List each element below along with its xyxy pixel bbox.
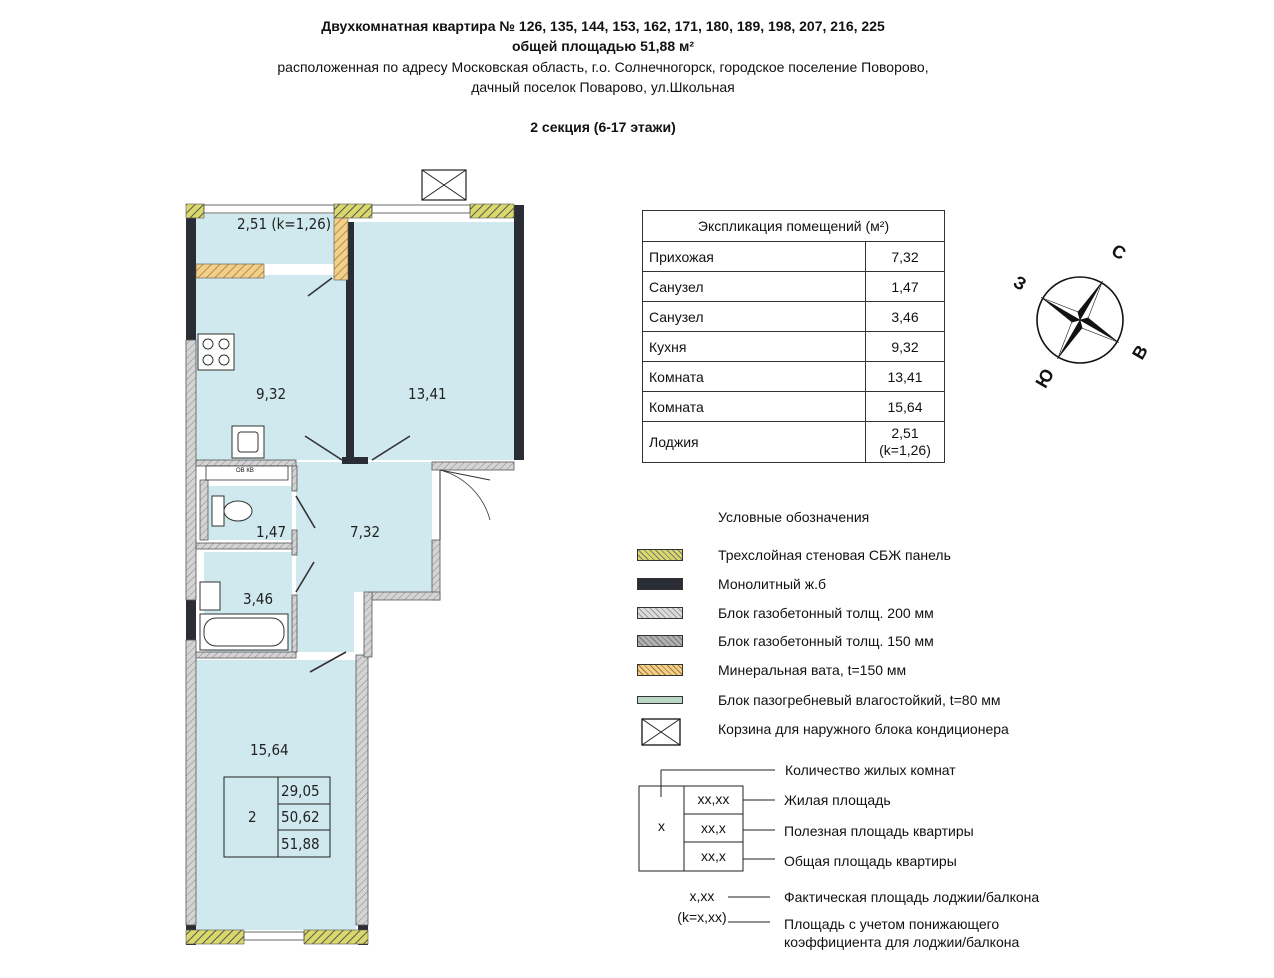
floor-plan bbox=[180, 165, 525, 955]
compass-west: З bbox=[1010, 271, 1030, 295]
address-line-1: расположенная по адресу Московская область, г.о. Солнечногорск, городское поселение Поворово, bbox=[277, 59, 929, 75]
plan-area: общей площадью 51,88 м² bbox=[511, 38, 695, 54]
key-rooms-sample: x bbox=[658, 818, 665, 834]
ac-basket bbox=[422, 170, 466, 200]
explication-table bbox=[642, 210, 945, 463]
key-useful-label: Полезная площадь квартиры bbox=[784, 823, 974, 839]
table-row: Комната 15,64 bbox=[643, 392, 945, 422]
key-useful-sample: xx,x bbox=[701, 820, 726, 836]
hall-area: 7,32 bbox=[350, 523, 381, 541]
legend-swatch bbox=[637, 696, 683, 704]
key-loggia-actual-label: Фактическая площадь лоджии/балкона bbox=[784, 889, 1040, 905]
stove bbox=[198, 334, 234, 370]
table-row: Комната 13,41 bbox=[643, 362, 945, 392]
key-living-label: Жилая площадь bbox=[784, 792, 891, 808]
door-post bbox=[342, 457, 368, 464]
summary-living: 29,05 bbox=[281, 782, 320, 800]
compass-icon bbox=[1030, 270, 1130, 370]
bath-sink bbox=[200, 582, 220, 610]
compass-east: В bbox=[1128, 341, 1152, 363]
key-total-sample: xx,x bbox=[701, 848, 726, 864]
legend-swatch bbox=[637, 549, 683, 561]
legend-title: Условные обозначения bbox=[718, 509, 870, 525]
key-loggia-k-sample: (k=x,xx) bbox=[677, 909, 727, 925]
table-row: Кухня 9,32 bbox=[643, 332, 945, 362]
table-row: Санузел 1,47 bbox=[643, 272, 945, 302]
address-line-2: дачный поселок Поварово, ул.Школьная bbox=[471, 79, 735, 95]
summary-total: 51,88 bbox=[281, 835, 320, 853]
table-row-loggia: Лоджия 2,51 (k=1,26) bbox=[643, 422, 945, 463]
legend-swatch bbox=[637, 635, 683, 647]
wc-area: 1,47 bbox=[256, 523, 287, 541]
summary-useful: 50,62 bbox=[281, 808, 320, 826]
floor-area bbox=[196, 214, 514, 930]
loggia-area: 2,51 (k=1,26) bbox=[237, 215, 332, 233]
compass-south: Ю bbox=[1031, 365, 1059, 392]
section-label: 2 секция (6-17 этажи) bbox=[530, 119, 676, 135]
kitchen-area: 9,32 bbox=[256, 385, 287, 403]
key-living-sample: xx,xx bbox=[697, 791, 730, 807]
key-loggia-sample: x,xx bbox=[689, 888, 715, 904]
legend-swatch bbox=[637, 664, 683, 676]
room2-area: 15,64 bbox=[250, 741, 289, 759]
plan-title: Двухкомнатная квартира № 126, 135, 144, 153, 162, 171, 180, 189, 198, 207, 216, 225 bbox=[321, 18, 885, 34]
compass-north: С bbox=[1108, 240, 1130, 264]
explication-title: Экспликация помещений (м²) bbox=[643, 211, 945, 242]
table-row: Прихожая 7,32 bbox=[643, 242, 945, 272]
room1-area: 13,41 bbox=[408, 385, 447, 403]
ac-basket-icon bbox=[641, 718, 681, 746]
bathtub bbox=[200, 614, 288, 650]
key-rooms-label: Количество жилых комнат bbox=[785, 762, 956, 778]
table-row: Санузел 3,46 bbox=[643, 302, 945, 332]
key-total-label: Общая площадь квартиры bbox=[784, 853, 957, 869]
legend-swatch bbox=[637, 607, 683, 619]
kitchen-sink bbox=[232, 426, 264, 458]
summary-rooms-count: 2 bbox=[248, 808, 257, 826]
legend-swatch bbox=[637, 578, 683, 590]
vent-label: ОВ КВ bbox=[236, 468, 254, 474]
bath-area: 3,46 bbox=[243, 590, 274, 608]
key-loggia-coef-label-1: Площадь с учетом понижающего bbox=[784, 916, 1000, 932]
key-loggia-coef-label-2: коэффициента для лоджии/балкона bbox=[784, 934, 1020, 950]
